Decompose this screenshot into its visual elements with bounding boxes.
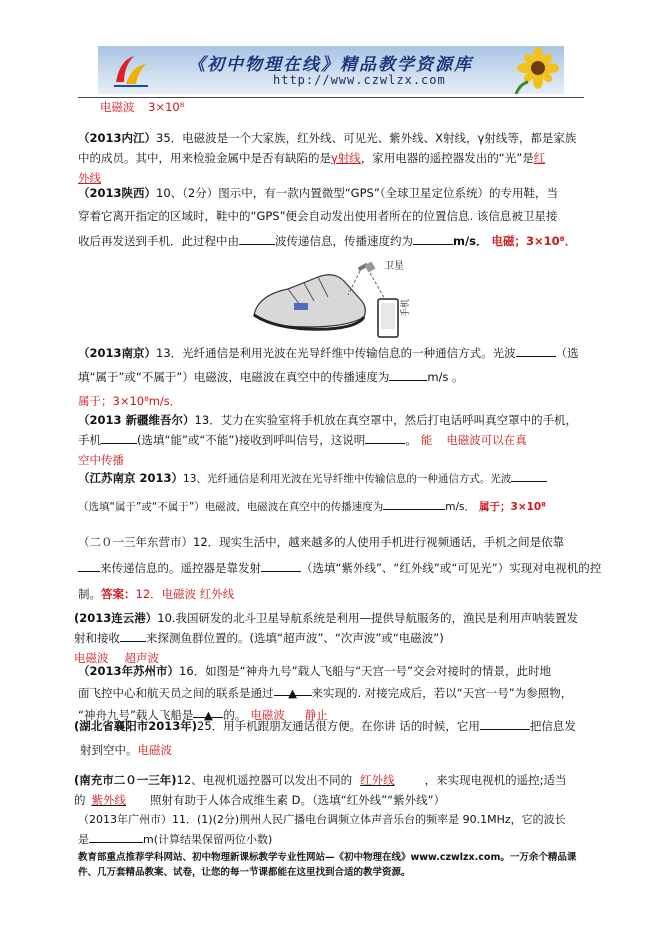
question-lianyungang: (2013连云港）10.我国研发的北斗卫星导航系统是利用—提供导航服务的，渔民是利用声呐装置发 射和接收 来探测鱼群位置的。(选填“超声波”、“次声波”或“电磁波”) 电磁波 超声波 — [74, 611, 579, 665]
banner-url[interactable]: http://www.czwlzx.com — [273, 73, 446, 87]
question-xinjiang: （2013 新疆维吾尔）13．艾力在实验室将手机放在真空罩中，然后打电话呼叫真空罩中的手机， 手机 (选填“能”或“不能”)接收到呼叫信号，这说明 。 能 电磁波可以在真 空中传播 — [78, 413, 578, 467]
site-logo-icon — [110, 52, 150, 90]
svg-text:卫星: 卫星 — [384, 261, 404, 272]
banner-title: 《初中物理在线》精品教学资源库 — [188, 55, 473, 75]
svg-text:手机: 手机 — [401, 298, 411, 317]
header-banner — [98, 46, 564, 94]
question-guangzhou: （2013年广州市）11．(1)(2分)荆州人民广播电台调频立体声音乐台的频率是 90.1MHz，它的波长 是 m(计算结果保留两位小数) — [78, 813, 566, 846]
page-footer: 教育部重点推荐学科网站、初中物理新课标教学专业性网站—《初中物理在线》www.czwlzx.com。一万余个精品课 件、几万套精品教案、试卷，让您的每一节课都能在这里找到合适的教学资源。 — [78, 852, 577, 878]
question-dongying: （二０一三年东营市）12．现实生活中，越来越多的人使用手机进行视频通话，手机之间是依靠 来传递信息的。遥控器是靠发射 （选填“紫外线”、“红外线”或“可见光”）实现对电视机的控 制。答案：12．电磁波 红外线 — [78, 535, 602, 601]
question-nanjing: （2013南京）13．光纤通信是利用光波在光导纤维中传输信息的一种通信方式。光波 （选 填“属于”或“不属于”）电磁波，电磁波在真空中的传播速度为 m/s 。 属于；3×10⁸m/s． — [78, 346, 579, 408]
gps-shoe-figure — [248, 255, 430, 339]
question-nanchong: (南充市二０一三年)12、电视机遥控器可以发出不同的 红外线 ，来实现电视机的遥控;适当 的 紫外线 照射有助于人体合成维生素 D。（选填“红外线”“紫外线”） — [74, 773, 567, 807]
top-answer: 电磁波 3×10⁸ — [100, 100, 185, 114]
satellite-icon — [358, 262, 376, 273]
question-jiangsu-nanjing: （江苏南京 2013）13、光纤通信是利用光波在光导纤维中传输信息的一种通信方式。光波 （选填“属于”或“不属于”）电磁波，电磁波在真空中的传播速度为 m/s． 属于；3×10⁸ — [78, 471, 546, 513]
question-shaanxi: （2013陕西）10、（2分）图示中，有一款内置微型“GPS”（全球卫星定位系统）的专用鞋，当 穿着它离开指定的区域时，鞋中的“GPS”便会自动发出使用者所在的位置信息. 该信息被卫星接 收后再发送到手机．此过程中由 波传递信息，传播速度约为 m/s． 电磁；3×10⁸． — [78, 186, 577, 248]
sunflower-icon — [508, 46, 560, 94]
question-xiangyang: (湖北省襄阳市2013年)25．用手机跟朋友通话很方便。在你讲 话的时候，它用 把信息发 射到空中。电磁波 — [74, 719, 576, 757]
question-suzhou: （2013年苏州市）16．如图是“神舟九号”载人飞船与“天宫一号”交会对接时的情景，此时地 面飞控中心和航天员之间的联系是通过 ▲ 来实现的. 对接完成后，若以“天宫一号”为参照物， “神舟九号”载人飞船是 ▲ 的。 电磁波 静止 — [78, 664, 573, 722]
question-neijiang: （2013内江）35．电磁波是一个大家族，红外线、可见光、紫外线、X射线，γ射线等，都是家族 中的成员。其中，用来检验金属中是否有缺陷的是γ射线，家用电器的遥控器发出的“光”是红 外线 — [78, 131, 577, 185]
